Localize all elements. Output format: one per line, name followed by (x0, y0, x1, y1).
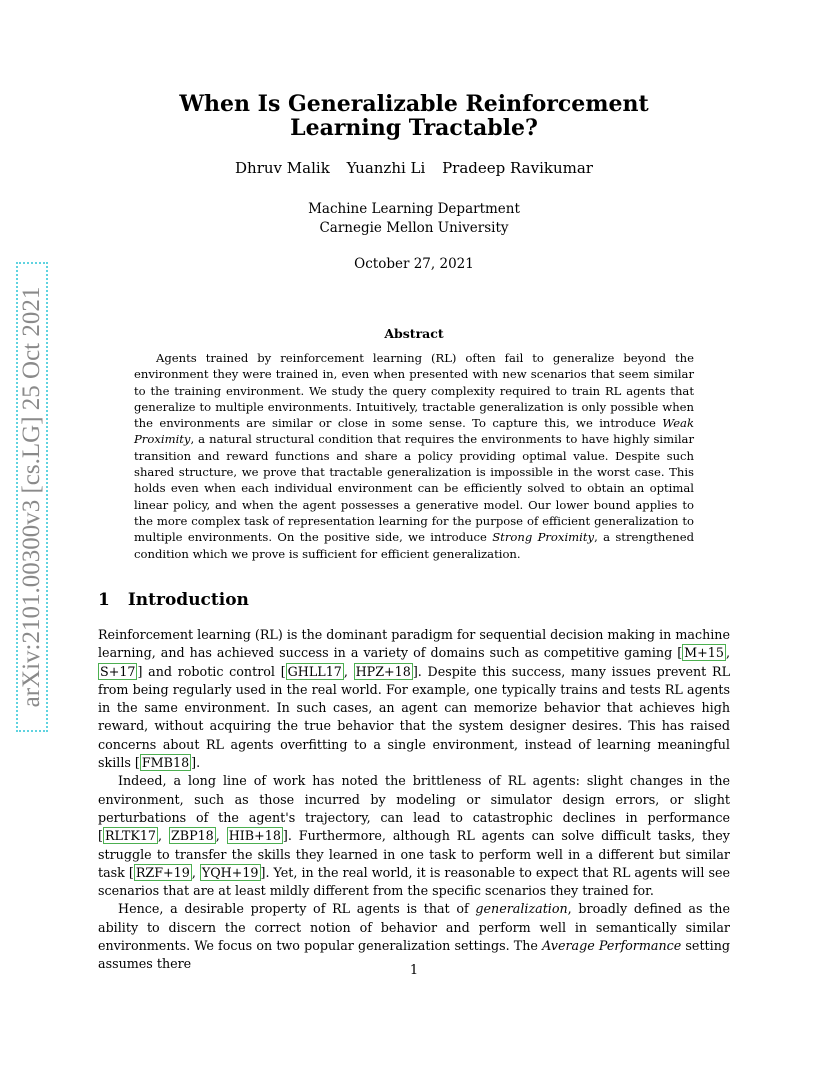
abstract-text: Agents trained by reinforcement learning (RL) often fail to generalize beyond the environment they were trained in, even when presented with new scenarios that seem similar to the training environment. We study the query complexity required to train RL agents that generalize to multiple environments. Intuitively, tractable generalization is only possible when the environments are similar or close in some sense. To capture this, we introduce (134, 351, 694, 431)
department: Machine Learning Department (308, 201, 520, 217)
paragraph (98, 772, 730, 900)
author-list (100, 158, 728, 178)
introduction-body (98, 626, 730, 974)
text-run: ]. Furthermore, although RL agents can solve difficult tasks, they struggle to transfer the skills they learned in one task to perform well in a different but similar task [ (98, 828, 730, 880)
text-run: , (725, 645, 730, 661)
citation-link[interactable]: HIB+18 (228, 828, 281, 844)
arxiv-identifier-stamp (16, 262, 48, 732)
citation-link[interactable]: M+15 (684, 645, 724, 661)
section-heading (98, 589, 498, 611)
section-title: Introduction (127, 590, 249, 610)
arxiv-identifier[interactable]: arXiv:2101.00300v3 [cs.LG] 25 Oct 2021 (16, 262, 48, 732)
citation-link[interactable]: FMB18 (141, 755, 190, 771)
author-name: Dhruv Malik (235, 159, 330, 177)
abstract-body (134, 350, 694, 562)
text-run: Hence, a desirable property of RL agents is that of (118, 901, 476, 917)
emphasized-term: Average Performance (542, 938, 682, 954)
text-run: ]. (191, 755, 201, 771)
section-number: 1 (98, 590, 110, 610)
abstract-text: , a strengthened condition which we prove is sufficient for efficient generalization. (134, 530, 694, 561)
text-run: setting assumes there (98, 938, 730, 972)
citation-link[interactable]: RLTK17 (104, 828, 156, 844)
paper-date: October 27, 2021 (354, 256, 474, 272)
citation-link[interactable]: S+17 (100, 663, 136, 679)
citation-link[interactable]: YQH+19 (201, 864, 259, 880)
author-name: Pradeep Ravikumar (442, 159, 593, 177)
text-run: ]. Yet, in the real world, it is reasonable to expect that RL agents will see scenarios that are at least mildly different from the specific scenarios they trained for. (98, 864, 731, 899)
text-run: Reinforcement learning (RL) is the dominant paradigm for sequential decision making in machine learning, and has achieved success in a variety of domains such as competitive gaming [ (98, 627, 730, 661)
text-run: ] and robotic control [ (137, 663, 286, 679)
text-run: ]. Despite this success, many issues prevent RL from being regularly used in the real world. For example, one typically trains and tests RL agents in the same environment. In such cases, an agent can memorize behavior that achieves high reward, without acquiring the true behavior that the system designer desires. This has raised concerns about RL agents overfitting to a single environment, instead of learning meaningful skills [ (98, 663, 730, 771)
text-run: , (191, 864, 200, 880)
abstract-term: Weak Proximity (134, 416, 694, 447)
author-name: Yuanzhi Li (346, 159, 426, 177)
citation-link[interactable]: ZBP18 (170, 828, 214, 844)
text-run: , broadly defined as the ability to discern the correct notion of behavior and perform well in semantically similar environments. We focus on two popular generalization settings. The (98, 901, 730, 954)
paper-title: When Is Generalizable Reinforcement Learning Tractable? (179, 91, 649, 141)
paragraph (98, 626, 730, 772)
text-run: Indeed, a long line of work has noted the brittleness of RL agents: slight changes in the environment, such as those incurred by modeling or simulator design errors, or slight perturbations of the agent's trajectory, can lead to catastrophic declines in performance [ (98, 773, 730, 844)
citation-link[interactable]: RZF+19 (135, 864, 190, 880)
citation-link[interactable]: GHLL17 (287, 663, 342, 679)
text-run: , (215, 828, 227, 844)
abstract-term: Strong Proximity (492, 530, 595, 545)
affiliation (100, 200, 728, 238)
text-run: , (157, 828, 169, 844)
emphasized-term: generalization (475, 901, 568, 917)
citation-link[interactable]: HPZ+18 (355, 663, 411, 679)
university: Carnegie Mellon University (319, 220, 509, 236)
abstract-heading: Abstract (384, 326, 444, 341)
page-number: 1 (409, 963, 419, 978)
abstract-text: , a natural structural condition that requires the environments to have highly similar transition and reward functions and share a policy providing optimal value. Despite such shared structure, we prove that tractable generalization is impossible in the worst case. This holds even when each individual environment can be efficiently solved to obtain an optimal linear policy, and when the agent possesses a generative model. Our lower bound applies to the more complex task of representation learning for the purpose of efficient generalization to multiple environments. On the positive side, we introduce (134, 432, 694, 545)
text-run: , (343, 663, 354, 679)
